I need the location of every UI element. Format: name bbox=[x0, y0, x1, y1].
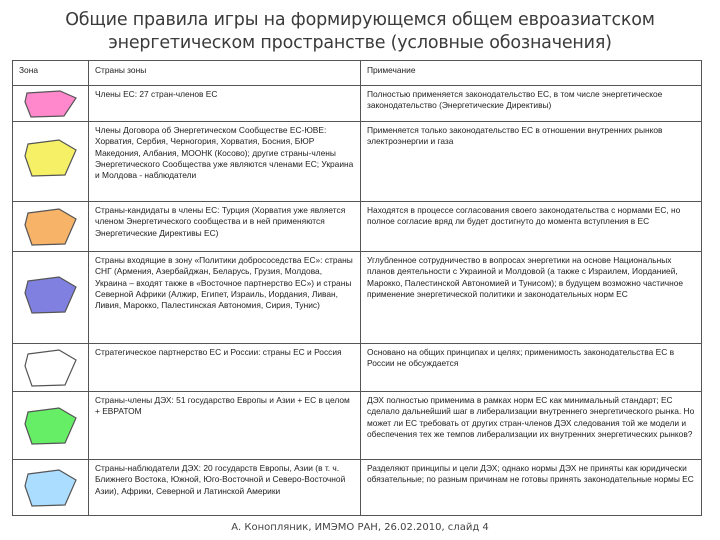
page-title bbox=[40, 9, 680, 55]
table-header-row bbox=[13, 61, 702, 86]
row-note: Применяется только законодательство ЕС в отношении внутренних рынков электроэнергии и газа bbox=[361, 122, 702, 202]
table-row bbox=[13, 460, 702, 516]
zone-swatch-purple-icon bbox=[23, 275, 79, 315]
table-row bbox=[13, 202, 702, 252]
row-countries: Страны входящие в зону «Политики добрососедства ЕС»: страны СНГ (Армения, Азербайджан, Беларусь, Грузия, Молдова, Украина – входят также в «Восточное партнерство ЕС») и страны Северной Африки (Алжир, Египет, Израиль, Иордания, Ливан, Ливия, Марокко, Палестинская Автономия, Сирия, Тунис) bbox=[89, 252, 361, 344]
zone-swatch-cell bbox=[13, 460, 89, 516]
legend-table bbox=[12, 60, 702, 516]
row-note: Находятся в процессе согласования своего законодательства с нормами ЕС, но полное согласие вряд ли будет достигнуто до момента вступления в ЕС bbox=[361, 202, 702, 252]
zone-swatch-cell bbox=[13, 252, 89, 344]
row-note: Полностью применяется законодательство ЕС, в том числе энергетическое законодательство (Энергетические Директивы) bbox=[361, 86, 702, 122]
header-countries: Страны зоны bbox=[89, 61, 361, 86]
table-row bbox=[13, 344, 702, 392]
zone-swatch-cell bbox=[13, 86, 89, 122]
footer-credit: А. Конопляник, ИМЭМО РАН, 26.02.2010, слайд 4 bbox=[231, 522, 489, 533]
table-row bbox=[13, 252, 702, 344]
zone-swatch-yellow-icon bbox=[23, 138, 79, 178]
row-note: ДЭХ полностью применима в рамках норм ЕС как минимальный стандарт; ЕС сделало дальнейший шаг в либерализации внутреннего энергетического рынка. Но может ли ЕС требовать от других стран-членов ДЭХ следования той же модели и обеспечения тех же темпов либерализации их внутренних энергетических рынков? bbox=[361, 392, 702, 460]
zone-swatch-green-icon bbox=[23, 406, 79, 446]
zone-swatch-white-icon bbox=[23, 348, 79, 388]
title-line-1: Общие правила игры на формирующемся общем евроазиатском bbox=[65, 10, 655, 30]
row-note: Разделяют принципы и цели ДЭХ; однако нормы ДЭХ не приняты как юридически обязательные; по разным причинам не готовы принять законодательные нормы ЕС bbox=[361, 460, 702, 516]
row-countries: Члены Договора об Энергетическом Сообществе ЕС-ЮВЕ: Хорватия, Сербия, Черногория, Хорватия, Босния, БЮР Македония, Албания, МООНК (Косово); другие страны-члены Энергетического Сообщества уже являются членами ЕС; Украина и Молдова - наблюдатели bbox=[89, 122, 361, 202]
row-countries: Стратегическое партнерство ЕС и России: страны ЕС и Россия bbox=[89, 344, 361, 392]
zone-swatch-cell bbox=[13, 202, 89, 252]
row-countries: Страны-наблюдатели ДЭХ: 20 государств Европы, Азии (в т. ч. Ближнего Востока, Южной, Юго-Восточной и Северо-Восточной Азии), Африки, Северной и Латинской Америки bbox=[89, 460, 361, 516]
zone-swatch-cell bbox=[13, 122, 89, 202]
row-countries: Страны-кандидаты в члены ЕС: Турция (Хорватия уже является членом Энергетического сообщества и в ней применяются Энергетические Директивы ЕС) bbox=[89, 202, 361, 252]
row-countries: Страны-члены ДЭХ: 51 государство Европы и Азии + ЕС в целом + ЕВРАТОМ bbox=[89, 392, 361, 460]
row-countries: Члены ЕС: 27 стран-членов ЕС bbox=[89, 86, 361, 122]
row-note: Углубленное сотрудничество в вопросах энергетики на основе Национальных планов деятельности с Украиной и Молдовой (а также с Израилем, Иорданией, Марокко, Палестинской Автономией и Тунисом); в будущем возможно частичное применение энергетической политики и законодательных норм ЕС bbox=[361, 252, 702, 344]
zone-swatch-cell bbox=[13, 344, 89, 392]
header-zone: Зона bbox=[13, 61, 89, 86]
header-note: Примечание bbox=[361, 61, 702, 86]
zone-swatch-lightblue-icon bbox=[23, 468, 79, 508]
table-row bbox=[13, 122, 702, 202]
table-row bbox=[13, 392, 702, 460]
row-note: Основано на общих принципах и целях; применимость законодательства ЕС в России не обсуждается bbox=[361, 344, 702, 392]
zone-swatch-cell bbox=[13, 392, 89, 460]
table-row bbox=[13, 86, 702, 122]
zone-swatch-orange-icon bbox=[23, 207, 79, 247]
zone-swatch-pink-icon bbox=[23, 89, 79, 119]
title-line-2: энергетическом пространстве (условные обозначения) bbox=[108, 33, 612, 53]
